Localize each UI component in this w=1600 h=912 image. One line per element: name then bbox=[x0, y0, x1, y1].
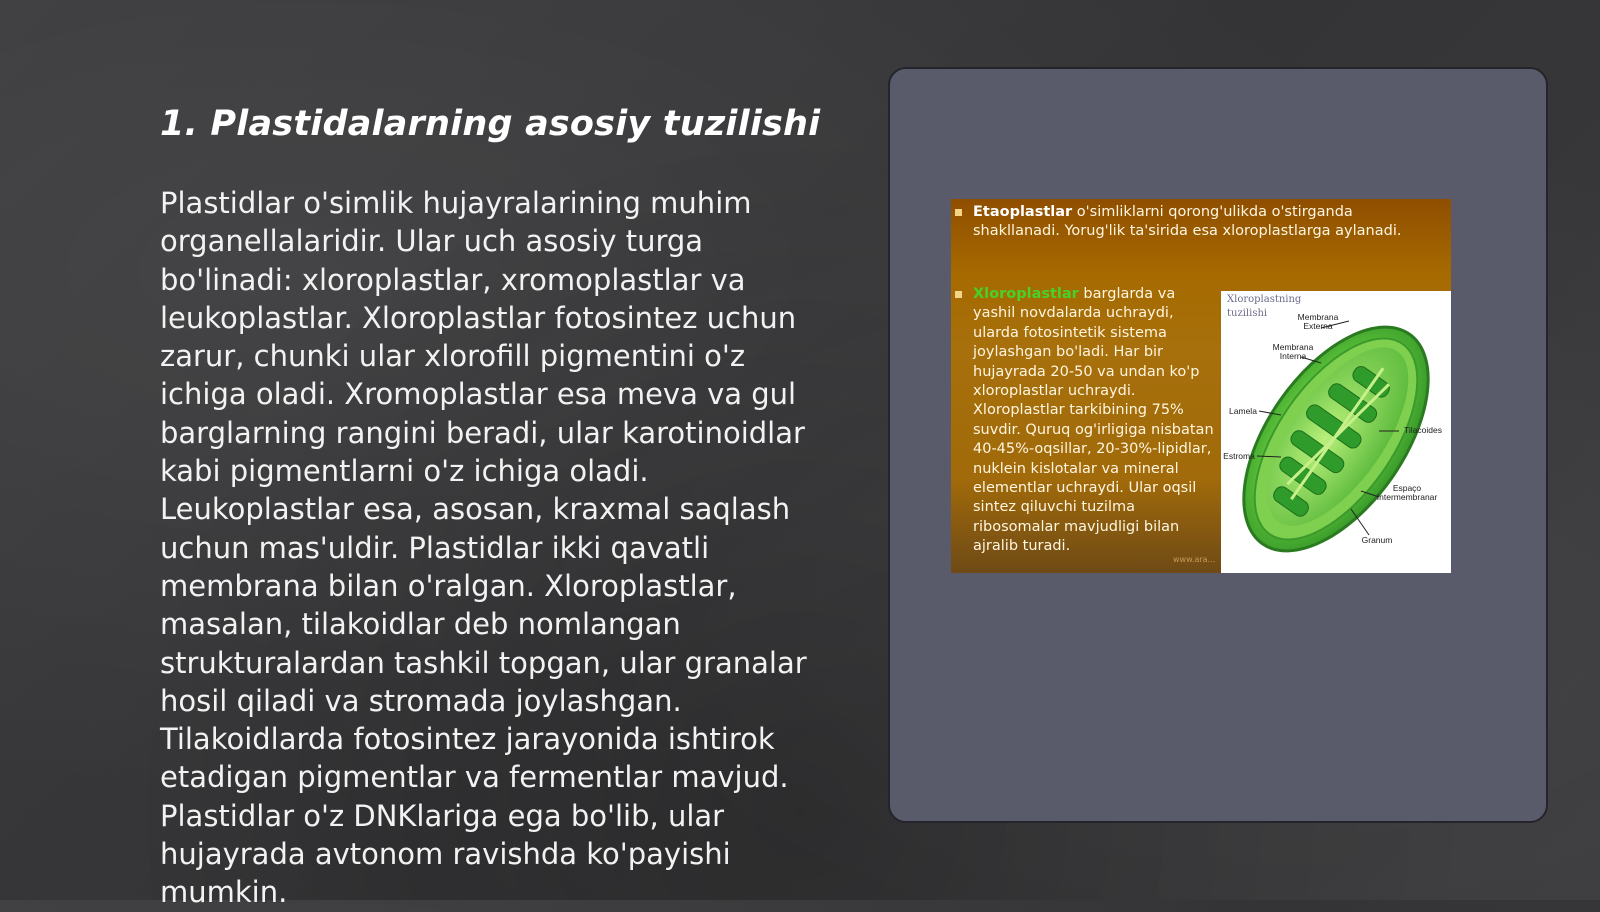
image-panel bbox=[888, 67, 1548, 823]
bullet-icon bbox=[955, 209, 962, 216]
label-membrana-interna: Membrana Interna bbox=[1272, 342, 1314, 361]
figure-term-etioplasts: Etaoplastlar bbox=[973, 204, 1073, 220]
slide-body-text: Plastidlar o'simlik hujayralarining muhim organellalaridir. Ular uch asosiy turga bo'linadi: xloroplastlar, xromoplastlar va leukoplastlar. Xloroplastlar fotosintez uchun zarur, chunki ular xlorofill pigmentini o'z ichiga oladi. Xromoplastlar esa meva va gul barglarning rangini beradi, ular karotinoidlar kabi pigmentlarni o'z ichiga oladi. Leukoplastlar esa, asosan, kraxmal saqlash uchun mas'uldir. Plastidlar ikki qavatli membrana bilan o'ralgan. Xloroplastlar, masalan, tilakoidlar deb nomlangan strukturalardan tashkil topgan, ular granalar hosil qiladi va stromada joylashgan. Tilakoidlarda fotosintez jarayonida ishtirok etadigan pigmentlar va fermentlar mavjud. Plastidlar o'z DNKlariga ega bo'lib, ular hujayrada avtonom ravishda ko'payishi mumkin. bbox=[160, 186, 807, 910]
figure-text-chloroplasts: barglarda va yashil novdalarda uchraydi, ularda fotosintetik sistema joylashgan bo'ladi. Har bir hujayrada 20-50 va undan ko'p xloroplastlar uchraydi. Xloroplastlar tarkibining 75% suvdir. Quruq og'irligiga nisbatan 40-45%-oqsillar, 20-30%-lipidlar, nuklein kislotalar va mineral elementlar uchraydi. Ular oqsil sintez qiluvchi tuzilma ribosomalar mavjudligi bilan ajralib turadi. bbox=[973, 286, 1214, 555]
label-estroma: Estroma bbox=[1223, 451, 1255, 461]
label-espaco-intermembranar: Espaço Intermembranar bbox=[1376, 483, 1438, 502]
plastid-figure bbox=[951, 199, 1451, 573]
figure-term-chloroplasts: Xloroplastlar bbox=[973, 286, 1079, 302]
label-membrana-externa: Membrana Externa bbox=[1297, 312, 1339, 331]
bullet-icon bbox=[955, 291, 962, 298]
figure-watermark: www.ara... bbox=[1173, 555, 1216, 564]
label-lamela: Lamela bbox=[1229, 406, 1257, 416]
figure-item-etioplasts bbox=[973, 203, 1443, 242]
figure-item-chloroplasts bbox=[973, 285, 1221, 557]
slide-title: 1. Plastidalarning asosiy tuzilishi bbox=[160, 104, 821, 144]
figure-text-etioplasts: o'simliklarni qorong'ulikda o'stirganda shakllanadi. Yorug'lik ta'sirida esa xloroplastlarga aylanadi. bbox=[973, 204, 1402, 240]
label-granum: Granum bbox=[1361, 535, 1393, 545]
chloroplast-diagram bbox=[1221, 291, 1451, 573]
label-tilacoides: Tilacoides bbox=[1404, 425, 1442, 435]
diagram-caption: Xloroplastning tuzilishi bbox=[1227, 294, 1302, 319]
